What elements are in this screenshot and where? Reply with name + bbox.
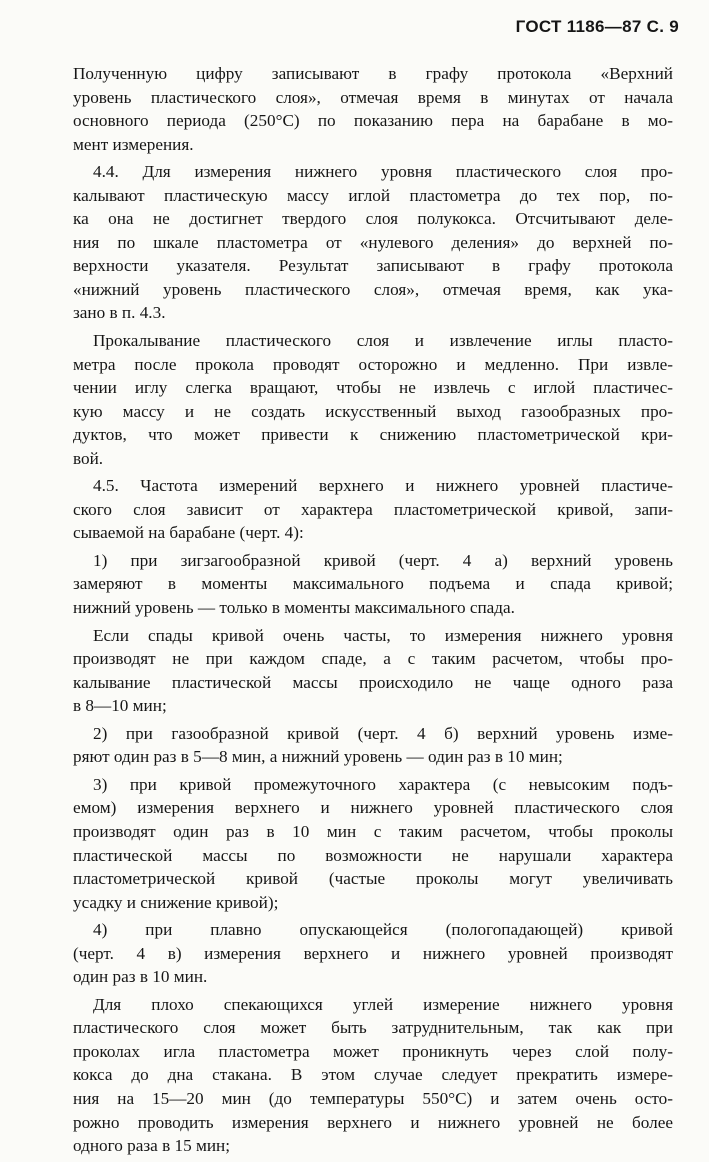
paragraph xyxy=(73,722,673,769)
paragraph xyxy=(73,773,673,914)
paragraph xyxy=(73,549,673,620)
paragraph xyxy=(73,62,673,156)
text-line: вой. xyxy=(73,448,104,468)
text-line: зано в п. 4.3. xyxy=(73,303,166,323)
text-line: Полученную цифру записывают в графу протокола «Верхний xyxy=(73,64,673,83)
text-line: нижний уровень — только в моменты максимального спада. xyxy=(73,598,515,618)
text-line: ка она не достигнет твердого слоя полукокса. Отсчитывают деле- xyxy=(73,209,673,229)
text-line: ского слоя зависит от характера пластометрической кривой, запи- xyxy=(73,499,673,519)
text-line: ряют один раз в 5—8 мин, а нижний уровень — один раз в 10 мин; xyxy=(73,747,563,767)
text-line: Прокалывание пластического слоя и извлечение иглы пласто- xyxy=(93,331,673,351)
text-line: кокса до дна стакана. В этом случае следует прекратить измере- xyxy=(73,1065,673,1085)
text-line: один раз в 10 мин. xyxy=(73,967,208,987)
text-line: производят один раз в 10 мин с таким расчетом, чтобы проколы xyxy=(73,821,673,841)
paragraph xyxy=(73,160,673,325)
text-line: 4.4. Для измерения нижнего уровня пластического слоя про- xyxy=(93,162,673,182)
text-line: сываемой на барабане (черт. 4): xyxy=(73,523,304,543)
text-line: кую массу и не создать искусственный выход газообразных про- xyxy=(73,401,673,421)
paragraph xyxy=(73,329,673,470)
text-line: проколах игла пластометра может проникнуть через слой полу- xyxy=(73,1041,673,1061)
text-line: мент измерения. xyxy=(73,134,194,154)
text-line: ния по шкале пластометра от «нулевого деления» до верхней по- xyxy=(73,232,673,252)
text-line: (черт. 4 в) измерения верхнего и нижнего уровней производят xyxy=(73,943,673,963)
text-line: 4) при плавно опускающейся (пологопадающей) кривой xyxy=(93,920,673,940)
text-line: в 8—10 мин; xyxy=(73,696,167,716)
text-line: 1) при зигзагообразной кривой (черт. 4 а) верхний уровень xyxy=(93,550,673,570)
document-body xyxy=(73,62,673,1162)
text-line: замеряют в моменты максимального подъема и спада кривой; xyxy=(73,574,673,594)
text-line: Если спады кривой очень часты, то измерения нижнего уровня xyxy=(93,625,673,645)
text-line: основного периода (250°С) по показанию пера на барабане в мо- xyxy=(73,111,673,131)
text-line: «нижний уровень пластического слоя», отмечая время, как ука- xyxy=(73,279,673,299)
text-line: дуктов, что может привести к снижению пластометрической кри- xyxy=(73,425,673,445)
text-line: пластической массы по возможности не нарушали характера xyxy=(73,845,673,865)
page-header: ГОСТ 1186—87 С. 9 xyxy=(515,17,679,36)
text-line: чении иглу слегка вращают, чтобы не извлечь с иглой пластичес- xyxy=(73,378,673,398)
text-line: емом) измерения верхнего и нижнего уровней пластического слоя xyxy=(73,798,673,818)
text-line: производят не при каждом спаде, а с таким расчетом, чтобы про- xyxy=(73,649,673,669)
paragraph xyxy=(73,474,673,545)
text-line: рожно проводить измерения верхнего и нижнего уровней не более xyxy=(73,1112,673,1132)
text-line: усадку и снижение кривой); xyxy=(73,892,279,912)
text-line: калывание пластической массы происходило не чаще одного раза xyxy=(73,672,673,692)
text-line: ния на 15—20 мин (до температуры 550°С) и затем очень осто- xyxy=(73,1088,673,1108)
text-line: калывают пластическую массу иглой пластометра до тех пор, по- xyxy=(73,185,673,205)
text-line: одного раза в 15 мин; xyxy=(73,1136,231,1156)
text-line: пластического слоя может быть затруднительным, так как при xyxy=(73,1018,673,1038)
text-line: метра после прокола проводят осторожно и медленно. При извле- xyxy=(73,354,673,374)
paragraph xyxy=(73,624,673,718)
text-line: пластометрической кривой (частые проколы могут увеличивать xyxy=(73,869,673,889)
paragraph xyxy=(73,993,673,1158)
paragraph xyxy=(73,918,673,989)
text-line: 2) при газообразной кривой (черт. 4 б) верхний уровень изме- xyxy=(93,723,673,743)
text-line: уровень пластического слоя», отмечая время в минутах от начала xyxy=(73,87,673,107)
text-line: верхности указателя. Результат записывают в графу протокола xyxy=(73,256,673,276)
text-line: 3) при кривой промежуточного характера (с невысоким подъ- xyxy=(93,774,673,794)
text-line: Для плохо спекающихся углей измерение нижнего уровня xyxy=(93,994,673,1014)
text-line: 4.5. Частота измерений верхнего и нижнего уровней пластиче- xyxy=(93,476,673,496)
